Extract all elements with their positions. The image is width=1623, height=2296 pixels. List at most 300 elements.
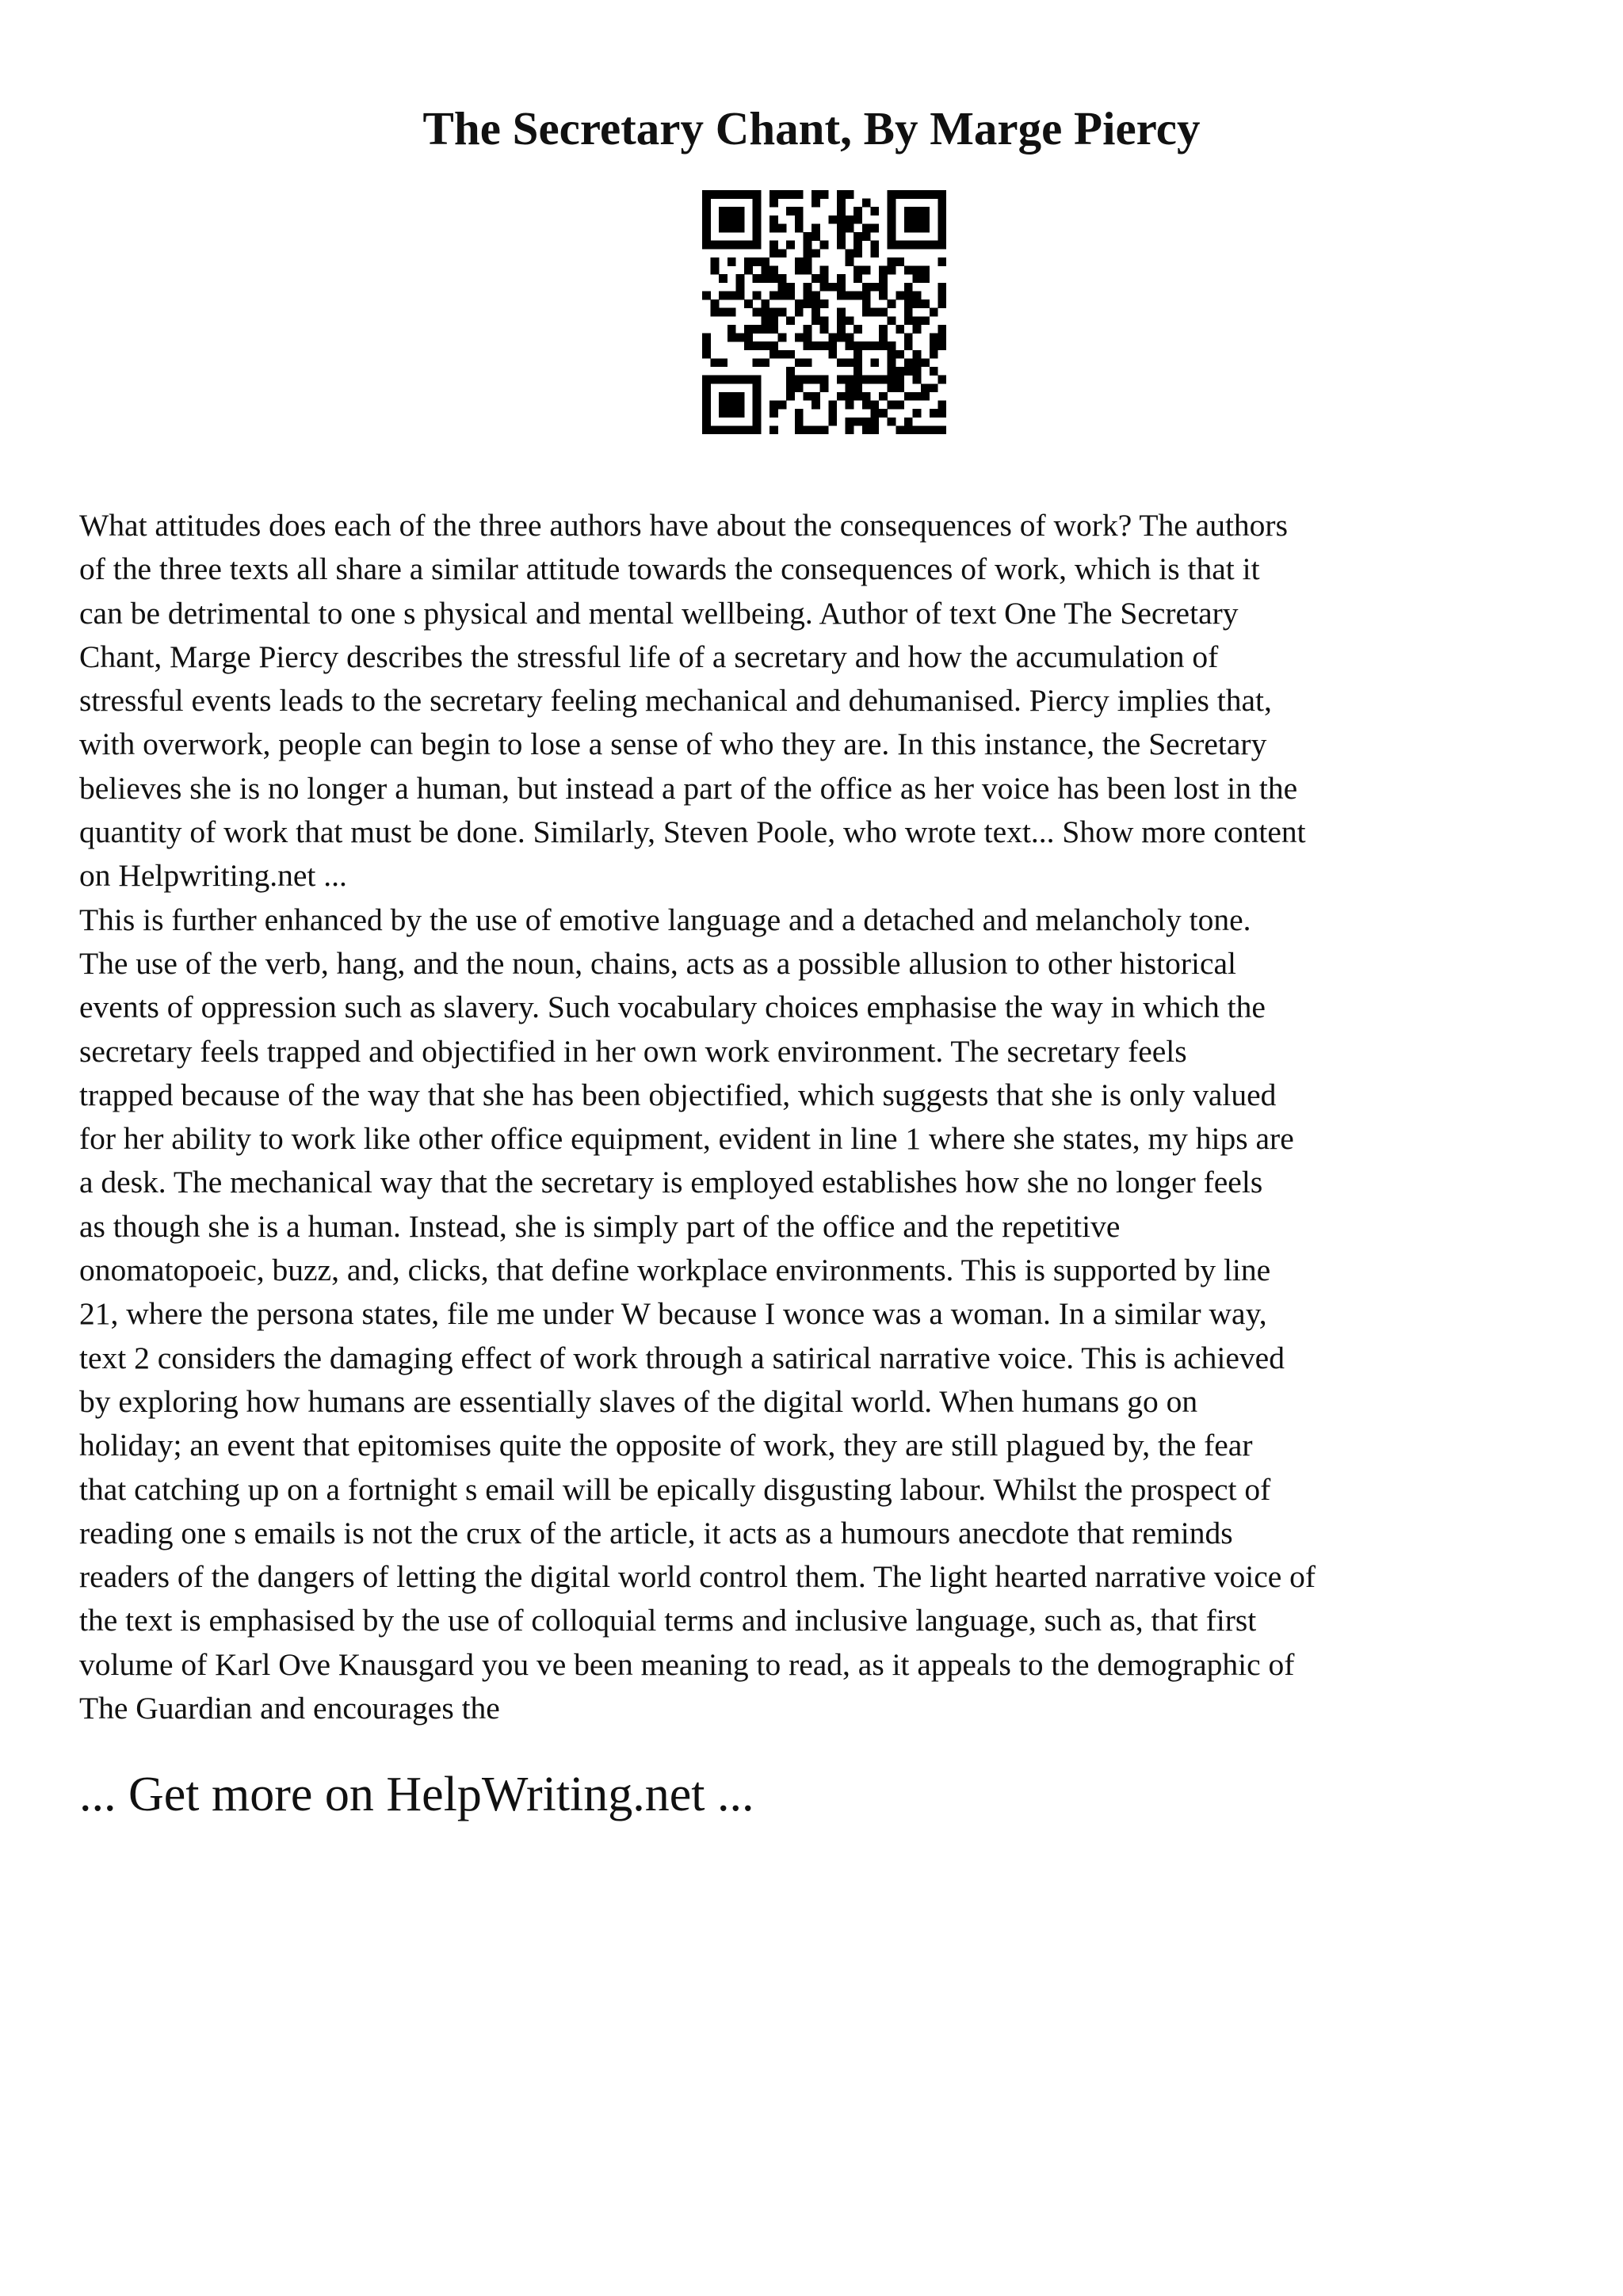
text-line: as though she is a human. Instead, she is simply part of the office and the repetitive (79, 1208, 1121, 1244)
qr-module (879, 341, 888, 350)
qr-module (812, 232, 820, 241)
qr-module (879, 334, 888, 342)
qr-module (735, 392, 744, 401)
qr-module (896, 190, 904, 199)
qr-module (870, 341, 879, 350)
qr-module (828, 418, 837, 426)
qr-module (795, 308, 804, 317)
qr-module (904, 207, 913, 215)
qr-module (753, 257, 762, 266)
qr-module (786, 291, 795, 299)
qr-module (888, 215, 896, 224)
qr-module (795, 223, 804, 232)
qr-module (879, 409, 888, 418)
qr-module (921, 215, 930, 224)
qr-module (735, 274, 744, 283)
qr-module (719, 274, 727, 283)
qr-module (870, 409, 879, 418)
qr-module (913, 367, 922, 376)
qr-module (795, 383, 804, 392)
qr-module (913, 350, 922, 359)
qr-module (930, 190, 938, 199)
qr-module (727, 425, 736, 434)
qr-module (938, 223, 946, 232)
qr-module (702, 409, 711, 418)
qr-module (786, 283, 795, 292)
qr-module (913, 223, 922, 232)
qr-module (846, 341, 854, 350)
qr-module (753, 425, 762, 434)
qr-module (930, 334, 938, 342)
paragraph-2 (79, 898, 1553, 1731)
qr-module (735, 190, 744, 199)
qr-module (753, 358, 762, 367)
qr-module (778, 350, 787, 359)
text-line: with overwork, people can begin to lose a sense of who they are. In this instance, the Secretary (79, 727, 1267, 762)
qr-module (753, 291, 762, 299)
qr-module (719, 392, 727, 401)
qr-module (761, 341, 769, 350)
qr-module (711, 266, 720, 275)
qr-module (778, 223, 787, 232)
qr-module (769, 325, 778, 334)
qr-module (719, 376, 727, 384)
qr-module (735, 401, 744, 410)
qr-module (846, 418, 854, 426)
qr-module (761, 308, 769, 317)
qr-module (753, 401, 762, 410)
qr-module (719, 308, 727, 317)
qr-module (879, 392, 888, 401)
qr-module (803, 291, 812, 299)
qr-module (753, 325, 762, 334)
qr-module (702, 341, 711, 350)
qr-module (803, 299, 812, 308)
qr-code (702, 190, 946, 434)
qr-module (803, 325, 812, 334)
qr-module (870, 249, 879, 257)
qr-module (702, 215, 711, 224)
text-line: This is further enhanced by the use of emotive language and a detached and melancholy tone. (79, 902, 1251, 937)
qr-module (862, 199, 871, 208)
qr-module (786, 367, 795, 376)
qr-module (846, 291, 854, 299)
qr-module (837, 190, 846, 199)
qr-module (921, 392, 930, 401)
qr-module (719, 291, 727, 299)
qr-module (938, 232, 946, 241)
qr-module (812, 401, 820, 410)
qr-module (786, 316, 795, 325)
qr-module (879, 376, 888, 384)
qr-module (846, 401, 854, 410)
qr-module (938, 409, 946, 418)
qr-module (702, 223, 711, 232)
qr-module (930, 341, 938, 350)
text-line: believes she is no longer a human, but instead a part of the office as her voice has been lost in the (79, 770, 1298, 806)
qr-module (786, 207, 795, 215)
text-line: The Guardian and encourages the (79, 1691, 500, 1726)
qr-module (812, 299, 820, 308)
qr-module (803, 425, 812, 434)
qr-module (820, 266, 829, 275)
qr-module (795, 207, 804, 215)
qr-module (904, 223, 913, 232)
qr-module (769, 266, 778, 275)
qr-module (795, 266, 804, 275)
qr-module (702, 190, 711, 199)
qr-module (769, 409, 778, 418)
qr-module (727, 257, 736, 266)
qr-module (846, 392, 854, 401)
qr-module (870, 207, 879, 215)
qr-module (735, 291, 744, 299)
qr-module (888, 401, 896, 410)
qr-module (769, 308, 778, 317)
qr-module (888, 266, 896, 275)
qr-module (761, 316, 769, 325)
qr-module (904, 190, 913, 199)
qr-module (744, 341, 753, 350)
qr-module (702, 350, 711, 359)
qr-module (820, 283, 829, 292)
text-line-show-more[interactable]: quantity of work that must be done. Similarly, Steven Poole, who wrote text... Show more content (79, 814, 1306, 850)
qr-module (938, 334, 946, 342)
qr-module (803, 358, 812, 367)
qr-module (828, 215, 837, 224)
get-more-link[interactable]: ... Get more on HelpWriting.net ... (79, 1768, 754, 1821)
qr-module (761, 299, 769, 308)
qr-module (702, 418, 711, 426)
qr-module (744, 325, 753, 334)
qr-module (820, 341, 829, 350)
qr-module (913, 207, 922, 215)
qr-module (753, 241, 762, 250)
qr-module (769, 341, 778, 350)
qr-module (888, 418, 896, 426)
qr-module (719, 207, 727, 215)
qr-module (778, 334, 787, 342)
qr-module (753, 409, 762, 418)
qr-module (921, 274, 930, 283)
qr-module (727, 207, 736, 215)
qr-module (803, 341, 812, 350)
qr-module (862, 223, 871, 232)
qr-module (921, 358, 930, 367)
qr-module (888, 241, 896, 250)
text-line: stressful events leads to the secretary feeling mechanical and dehumanised. Piercy implies that, (79, 683, 1272, 719)
qr-module (753, 341, 762, 350)
qr-module (846, 223, 854, 232)
qr-module (938, 215, 946, 224)
qr-module (846, 316, 854, 325)
qr-module (913, 409, 922, 418)
qr-module (930, 383, 938, 392)
text-line-helpwriting-link[interactable]: on Helpwriting.net ... (79, 858, 347, 894)
qr-module (820, 425, 829, 434)
qr-module (888, 316, 896, 325)
qr-module (753, 223, 762, 232)
qr-module (913, 325, 922, 334)
qr-module (795, 215, 804, 224)
qr-module (862, 266, 871, 275)
qr-module (854, 232, 862, 241)
qr-module (735, 223, 744, 232)
qr-module (896, 425, 904, 434)
qr-module (719, 241, 727, 250)
qr-module (938, 283, 946, 292)
qr-module (753, 308, 762, 317)
qr-module (846, 249, 854, 257)
qr-module (888, 232, 896, 241)
qr-module (820, 299, 829, 308)
qr-module (719, 190, 727, 199)
qr-module (854, 392, 862, 401)
qr-module (702, 207, 711, 215)
document-title: The Secretary Chant, By Marge Piercy (422, 102, 1201, 154)
qr-module (904, 299, 913, 308)
qr-module (744, 257, 753, 266)
qr-module (862, 308, 871, 317)
text-line: The use of the verb, hang, and the noun, chains, acts as a possible allusion to other historical (79, 945, 1237, 981)
qr-module (921, 266, 930, 275)
qr-module (735, 215, 744, 224)
qr-module (896, 376, 904, 384)
qr-module (778, 308, 787, 317)
qr-module (896, 367, 904, 376)
qr-module (854, 418, 862, 426)
qr-module (727, 325, 736, 334)
qr-module (938, 341, 946, 350)
qr-module (727, 401, 736, 410)
text-line: reading one s emails is not the crux of the article, it acts as a humours anecdote that reminds (79, 1515, 1233, 1550)
qr-module (896, 401, 904, 410)
qr-module (930, 350, 938, 359)
text-line: can be detrimental to one s physical and mental wellbeing. Author of text One The Secretary (79, 595, 1239, 631)
qr-module (786, 383, 795, 392)
qr-module (735, 334, 744, 342)
qr-module (702, 376, 711, 384)
qr-module (854, 358, 862, 367)
qr-module (735, 376, 744, 384)
qr-module (930, 367, 938, 376)
qr-module (837, 223, 846, 232)
qr-module (828, 334, 837, 342)
qr-module (837, 392, 846, 401)
qr-module (753, 383, 762, 392)
qr-module (837, 325, 846, 334)
qr-module (921, 223, 930, 232)
qr-module (727, 223, 736, 232)
qr-module (862, 376, 871, 384)
text-line: events of oppression such as slavery. Such vocabulary choices emphasise the way in which the (79, 990, 1266, 1025)
qr-module (938, 190, 946, 199)
qr-module (896, 241, 904, 250)
qr-module (854, 376, 862, 384)
qr-module (846, 383, 854, 392)
qr-module (761, 325, 769, 334)
qr-module (795, 425, 804, 434)
qr-module (904, 425, 913, 434)
qr-module (837, 199, 846, 208)
qr-module (828, 409, 837, 418)
qr-module (921, 241, 930, 250)
qr-module (786, 376, 795, 384)
qr-module (820, 190, 829, 199)
qr-module (854, 241, 862, 250)
qr-module (888, 358, 896, 367)
qr-module (938, 241, 946, 250)
text-line: a desk. The mechanical way that the secretary is employed establishes how she no longer feels (79, 1165, 1263, 1200)
qr-module (913, 316, 922, 325)
qr-module (870, 223, 879, 232)
qr-module (930, 409, 938, 418)
qr-module (888, 341, 896, 350)
qr-module (904, 358, 913, 367)
qr-module (753, 232, 762, 241)
qr-module (904, 418, 913, 426)
qr-module (753, 207, 762, 215)
qr-module (930, 308, 938, 317)
qr-module (938, 401, 946, 410)
qr-module (913, 291, 922, 299)
qr-module (938, 425, 946, 434)
qr-module (930, 241, 938, 250)
qr-module (828, 283, 837, 292)
qr-module (769, 291, 778, 299)
qr-module (854, 291, 862, 299)
qr-module (769, 249, 778, 257)
qr-module (769, 274, 778, 283)
qr-module (854, 274, 862, 283)
qr-module (753, 392, 762, 401)
qr-module (913, 266, 922, 275)
qr-module (870, 425, 879, 434)
text-line: that catching up on a fortnight s email will be epically disgusting labour. Whilst the prospect of (79, 1471, 1271, 1507)
qr-module (854, 249, 862, 257)
qr-module (837, 334, 846, 342)
qr-module (913, 299, 922, 308)
qr-module (837, 283, 846, 292)
qr-module (769, 350, 778, 359)
qr-module (938, 299, 946, 308)
qr-module (846, 215, 854, 224)
qr-module (862, 341, 871, 350)
qr-module (727, 190, 736, 199)
qr-module (854, 383, 862, 392)
qr-module (870, 401, 879, 410)
qr-module (837, 358, 846, 367)
qr-module (727, 291, 736, 299)
qr-module (711, 308, 720, 317)
qr-module (702, 241, 711, 250)
qr-module (744, 299, 753, 308)
qr-module (870, 358, 879, 367)
qr-module (888, 376, 896, 384)
qr-module (938, 199, 946, 208)
qr-module (795, 418, 804, 426)
qr-module (921, 425, 930, 434)
qr-module (862, 392, 871, 401)
qr-module (812, 425, 820, 434)
qr-module (862, 283, 871, 292)
qr-module (711, 190, 720, 199)
qr-module (711, 358, 720, 367)
qr-module (820, 241, 829, 250)
qr-module (888, 223, 896, 232)
qr-module (727, 308, 736, 317)
text-line: 21, where the persona states, file me under W because I wonce was a woman. In a similar way, (79, 1296, 1267, 1332)
qr-module (921, 316, 930, 325)
qr-module (753, 215, 762, 224)
text-line: the text is emphasised by the use of colloquial terms and inclusive language, such as, that first (79, 1603, 1257, 1638)
qr-module (795, 257, 804, 266)
qr-module (769, 241, 778, 250)
qr-module (820, 325, 829, 334)
qr-module (904, 392, 913, 401)
qr-module (896, 325, 904, 334)
qr-module (786, 350, 795, 359)
qr-module (837, 316, 846, 325)
qr-module (719, 425, 727, 434)
qr-module (904, 283, 913, 292)
text-line: for her ability to work like other office equipment, evident in line 1 where she states, my hips are (79, 1121, 1294, 1157)
paragraph-1 (79, 504, 1553, 898)
text-line: trapped because of the way that she has been objectified, which suggests that she is only valued (79, 1077, 1277, 1112)
qr-module (870, 418, 879, 426)
qr-module (904, 316, 913, 325)
qr-module (837, 274, 846, 283)
qr-module (795, 334, 804, 342)
qr-module (812, 291, 820, 299)
qr-module (753, 376, 762, 384)
qr-module (846, 425, 854, 434)
qr-module (744, 266, 753, 275)
qr-module (744, 376, 753, 384)
qr-module (778, 190, 787, 199)
text-line: by exploring how humans are essentially slaves of the digital world. When humans go on (79, 1383, 1198, 1419)
article-body (79, 504, 1553, 1730)
qr-module (803, 283, 812, 292)
qr-module (727, 215, 736, 224)
qr-module (820, 376, 829, 384)
qr-module (727, 392, 736, 401)
qr-module (921, 299, 930, 308)
qr-module (828, 341, 837, 350)
qr-module (753, 418, 762, 426)
qr-module (837, 291, 846, 299)
qr-module (812, 341, 820, 350)
text-line: Chant, Marge Piercy describes the stressful life of a secretary and how the accumulation of (79, 639, 1219, 674)
qr-module (938, 325, 946, 334)
qr-module (862, 232, 871, 241)
qr-module (803, 376, 812, 384)
qr-module (870, 241, 879, 250)
qr-module (870, 376, 879, 384)
qr-module (778, 291, 787, 299)
qr-module (870, 283, 879, 292)
qr-module (904, 341, 913, 350)
qr-module (719, 215, 727, 224)
qr-module (795, 299, 804, 308)
qr-module (904, 215, 913, 224)
text-line: readers of the dangers of letting the digital world control them. The light hearted narrative voice of (79, 1559, 1316, 1595)
qr-module (828, 401, 837, 410)
qr-module (938, 376, 946, 384)
qr-module (769, 199, 778, 208)
qr-module (913, 215, 922, 224)
qr-module (820, 316, 829, 325)
